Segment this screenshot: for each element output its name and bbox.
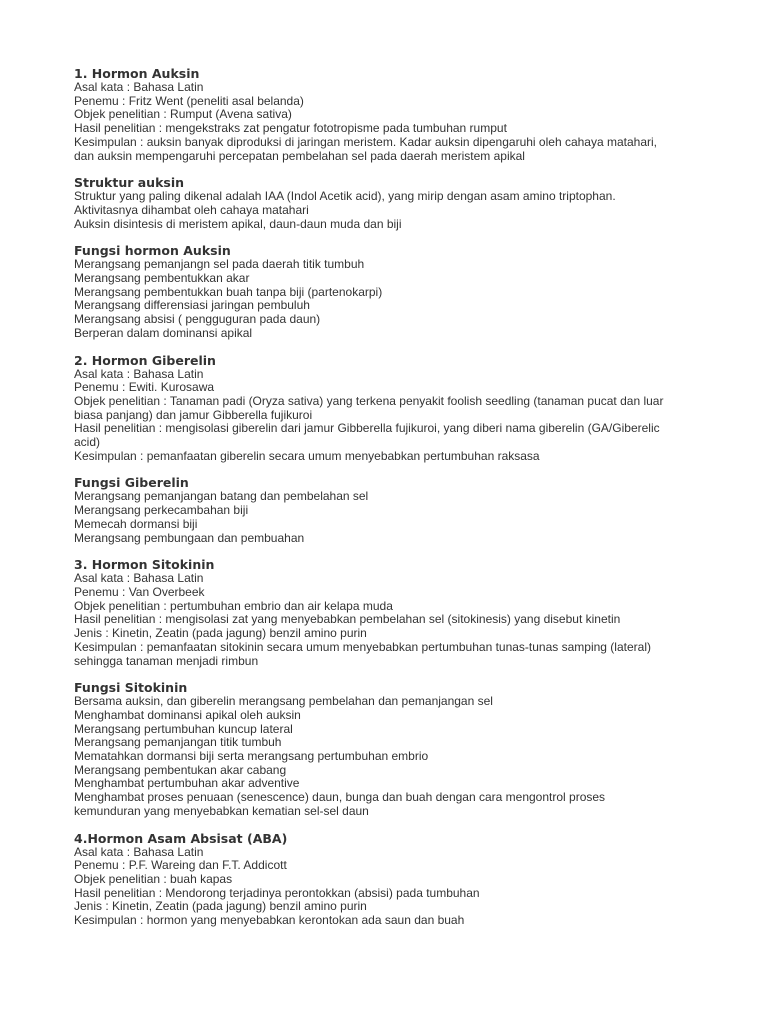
body-text-line: Asal kata : Bahasa Latin <box>74 366 204 381</box>
body-text-line: Merangsang pertumbuhan kuncup lateral <box>74 721 293 736</box>
section-heading: Fungsi hormon Auksin <box>74 243 231 259</box>
body-text-line: Struktur yang paling dikenal adalah IAA (Indol Acetik acid), yang mirip dengan asam amino triptophan. <box>74 189 616 204</box>
document-section <box>74 476 714 545</box>
body-text-line: Penemu : Fritz Went (peneliti asal belanda) <box>74 93 304 108</box>
document-section <box>74 558 714 668</box>
body-text-line: Merangsang pembungaan dan pembuahan <box>74 530 305 545</box>
body-text-line: Merangsang perkecambahan biji <box>74 503 249 518</box>
body-text-line: Hasil penelitian : mengekstraks zat pengatur fototropisme pada tumbuhan rumput <box>74 121 507 136</box>
body-text-line: Jenis : Kinetin, Zeatin (pada jagung) benzil amino purin <box>74 899 367 914</box>
body-text-line: Merangsang pemanjangan batang dan pembelahan sel <box>74 489 369 504</box>
document-section <box>74 832 714 928</box>
body-text-line: Penemu : Van Overbeek <box>74 584 205 599</box>
body-text-line: Merangsang pembentukan akar cabang <box>74 762 287 777</box>
body-text-line: Berperan dalam dominansi apikal <box>74 325 253 340</box>
body-text-line: Jenis : Kinetin, Zeatin (pada jagung) benzil amino purin <box>74 626 367 641</box>
body-text-line: Objek penelitian : buah kapas <box>74 871 233 886</box>
body-text-line: Objek penelitian : Rumput (Avena sativa) <box>74 107 292 122</box>
body-text-line: Hasil penelitian : mengisolasi zat yang menyebabkan pembelahan sel (sitokinesis) yang disebut kinetin <box>74 612 621 627</box>
section-heading: 1. Hormon Auksin <box>74 66 200 81</box>
body-text-line: Merangsang pembentukkan akar <box>74 271 250 286</box>
section-heading: 4.Hormon Asam Absisat (ABA) <box>74 830 288 846</box>
body-text-line: dan auksin mempengaruhi percepatan pembelahan sel pada daerah meristem apikal <box>74 148 525 163</box>
body-text-line: kemunduran yang menyebabkan kematian sel-sel daun <box>74 803 369 818</box>
body-text-line: Hasil penelitian : Mendorong terjadinya perontokkan (absisi) pada tumbuhan <box>74 885 480 900</box>
body-text-line: Penemu : Ewiti. Kurosawa <box>74 380 215 395</box>
section-heading: 3. Hormon Sitokinin <box>74 557 215 573</box>
body-text-line: Asal kata : Bahasa Latin <box>74 80 204 94</box>
section-heading: Struktur auksin <box>74 175 185 191</box>
body-text-line: sehingga tanaman menjadi rimbun <box>74 653 259 668</box>
document-section <box>74 244 714 340</box>
body-text-line: Merangsang absisi ( pengguguran pada daun) <box>74 312 321 327</box>
body-text-line: Kesimpulan : auksin banyak diproduksi di jaringan meristem. Kadar auksin dipengaruhi oleh cahaya matahari, <box>74 134 657 149</box>
body-text-line: Mematahkan dormansi biji serta merangsang pertumbuhan embrio <box>74 749 429 764</box>
document-section <box>74 354 714 464</box>
body-text-line: Penemu : P.F. Wareing dan F.T. Addicott <box>74 858 287 873</box>
section-heading: Fungsi Sitokinin <box>74 680 188 696</box>
body-text-line: Kesimpulan : hormon yang menyebabkan kerontokan ada saun dan buah <box>74 913 465 928</box>
body-text-line: Kesimpulan : pemanfaatan giberelin secara umum menyebabkan pertumbuhan raksasa <box>74 448 540 463</box>
body-text-line: Objek penelitian : Tanaman padi (Oryza sativa) yang terkena penyakit foolish seedling (tanaman pucat dan luar <box>74 393 664 408</box>
body-text-line: Menghambat dominansi apikal oleh auksin <box>74 707 301 722</box>
body-text-line: Auksin disintesis di meristem apikal, daun-daun muda dan biji <box>74 216 402 231</box>
section-heading: Fungsi Giberelin <box>74 475 189 491</box>
body-text-line: Merangsang pemanjangn sel pada daerah titik tumbuh <box>74 257 365 272</box>
document-section <box>74 681 714 818</box>
section-heading: 2. Hormon Giberelin <box>74 352 216 368</box>
body-text-line: Kesimpulan : pemanfaatan sitokinin secara umum menyebabkan pertumbuhan tunas-tunas samping (lateral) <box>74 639 651 654</box>
body-text-line: Merangsang differensiasi jaringan pembuluh <box>74 298 310 313</box>
body-text-line: Menghambat pertumbuhan akar adventive <box>74 776 300 791</box>
body-text-line: Menghambat proses penuaan (senescence) daun, bunga dan buah dengan cara mengontrol proses <box>74 790 606 805</box>
document-section <box>74 176 714 231</box>
body-text-line: acid) <box>74 435 101 450</box>
body-text-line: Merangsang pemanjangan titik tumbuh <box>74 735 282 750</box>
document-body <box>74 67 714 941</box>
body-text-line: Bersama auksin, dan giberelin merangsang pembelahan dan pemanjangan sel <box>74 694 493 709</box>
body-text-line: Merangsang pembentukkan buah tanpa biji (partenokarpi) <box>74 284 383 299</box>
body-text-line: Memecah dormansi biji <box>74 516 198 531</box>
body-text-line: Objek penelitian : pertumbuhan embrio dan air kelapa muda <box>74 598 393 613</box>
body-text-line: Aktivitasnya dihambat oleh cahaya matahari <box>74 202 309 217</box>
body-text-line: Asal kata : Bahasa Latin <box>74 844 204 859</box>
body-text-line: Hasil penelitian : mengisolasi giberelin dari jamur Gibberella fujikuroi, yang diberi nama giberelin (GA/Giberelic <box>74 421 660 436</box>
body-text-line: biasa panjang) dan jamur Gibberella fujikuroi <box>74 407 313 422</box>
body-text-line: Asal kata : Bahasa Latin <box>74 571 204 586</box>
document-section <box>74 67 714 163</box>
